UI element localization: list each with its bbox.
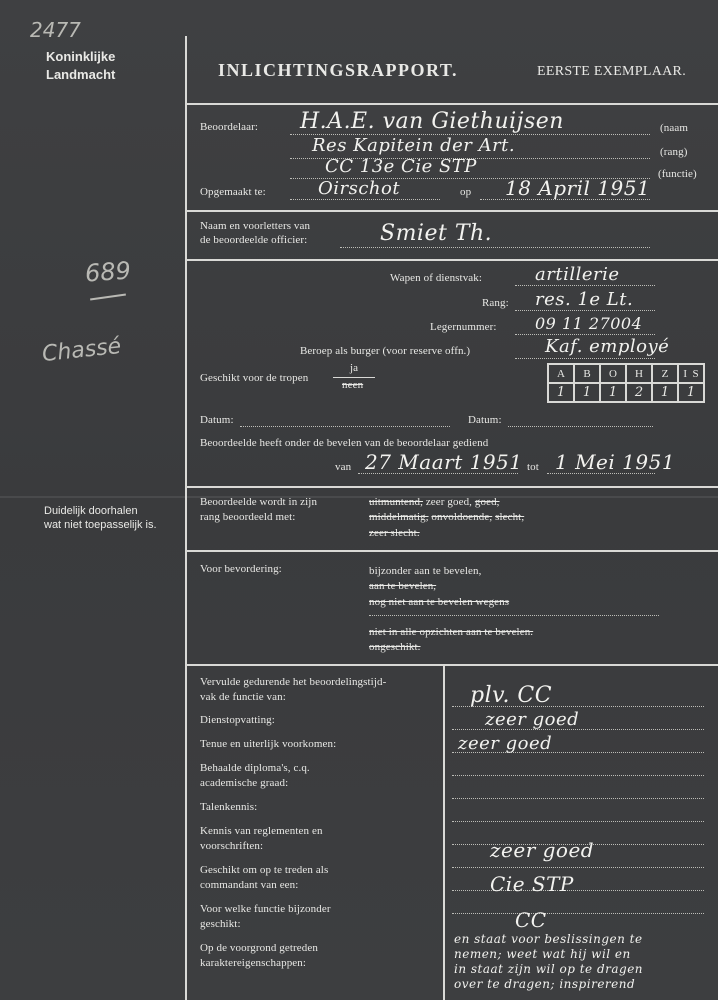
drawn-up-label: Opgemaakt te: (200, 186, 266, 198)
answer-line-6 (452, 821, 704, 822)
to-date: 1 Mei 1951 (555, 450, 676, 474)
assessor-label: Beoordelaar: (200, 121, 259, 133)
abohzis-header-z: Z (652, 364, 678, 383)
branch-value: artillerie (535, 264, 620, 285)
drawn-up-date: 18 April 1951 (505, 176, 651, 200)
rating-opt-zeer-slecht: zeer slecht. (369, 527, 420, 539)
on-label: op (460, 186, 472, 198)
attitude-label: Dienstopvatting: (200, 714, 275, 726)
abohzis-header-b: B (574, 364, 600, 383)
assessor-function-suffix: (functie) (658, 168, 697, 180)
abohzis-grid (547, 363, 705, 403)
attitude-value: zeer goed (485, 709, 580, 730)
abohzis-value-b: 1 (574, 383, 600, 402)
assessor-name: H.A.E. van Giethuijsen (300, 109, 564, 134)
abohzis-value-o: 1 (600, 383, 626, 402)
date1-label: Datum: (200, 414, 234, 426)
promotion-opt-niet-in-alle: niet in alle opzichten aan te bevelen. (369, 626, 534, 638)
promotion-opt-aan-te-bevelen: aan te bevelen, (369, 580, 437, 592)
rating-options-line2 (369, 511, 524, 523)
army-number-line (515, 334, 655, 335)
traits-line3: in staat zijn wil op te dragen (454, 962, 644, 976)
date1-line (240, 426, 450, 427)
branch-line (515, 285, 655, 286)
org-line1: Koninklijke (46, 49, 116, 64)
answer-line-10 (452, 913, 704, 914)
fold-line (0, 496, 718, 498)
abohzis-value-is: 1 (678, 383, 704, 402)
civilian-label: Beroep als burger (voor reserve offn.) (300, 345, 471, 357)
place-line (290, 199, 440, 200)
details-column-rule (443, 666, 445, 1000)
assessor-rank: Res Kapitein der Art. (312, 135, 516, 156)
rating-opt-goed: goed, (474, 496, 500, 508)
traits-label-line2: karaktereigenschappen: (200, 957, 307, 969)
rule-header (185, 103, 718, 105)
traits-line4: over te dragen; inspirerend (454, 977, 636, 991)
army-number-label: Legernummer: (430, 321, 497, 333)
to-label: tot (527, 461, 539, 473)
abohzis-header-is (678, 364, 704, 383)
rating-opt-onvoldoende: onvoldoende, (431, 511, 493, 523)
answer-line-5 (452, 798, 704, 799)
civilian-line (515, 358, 655, 359)
abohzis-header-o: O (600, 364, 626, 383)
promotion-reason-line (369, 615, 659, 616)
civilian-value: Kaf. employé (545, 336, 670, 357)
languages-label: Talenkennis: (200, 801, 258, 813)
traits-line1: en staat voor beslissingen te (454, 932, 643, 946)
traits-label-line1: Op de voorgrond getreden (200, 942, 318, 954)
suited-label-line2: geschikt: (200, 918, 241, 930)
abohzis-header-s: S (692, 367, 699, 380)
appearance-value: zeer goed (458, 733, 553, 754)
rule-promotion (185, 664, 718, 666)
rule-assessor (185, 210, 718, 212)
suited-value: CC (515, 908, 547, 932)
officer-name: Smiet Th. (380, 221, 493, 246)
margin-instruction-line1: Duidelijk doorhalen (44, 505, 138, 517)
rating-opt-zeer-goed: zeer goed, (425, 496, 473, 508)
appearance-label: Tenue en uiterlijk voorkomen: (200, 738, 337, 750)
abohzis-header-h: H (626, 364, 652, 383)
officer-label-line2: de beoordeelde officier: (200, 234, 308, 246)
rating-opt-uitmuntend: uitmuntend, (369, 496, 423, 508)
answer-line-4 (452, 775, 704, 776)
assessor-function: CC 13e Cie STP (325, 156, 477, 177)
promotion-opt-ongeschikt: ongeschikt. (369, 641, 421, 653)
army-number-value: 09 11 27004 (535, 314, 643, 333)
date2-label: Datum: (468, 414, 502, 426)
commander-label-line2: commandant van een: (200, 879, 299, 891)
tropics-yes: ja (350, 362, 359, 374)
rule-rating (185, 550, 718, 552)
tropics-fraction-bar (333, 377, 375, 378)
from-label: van (335, 461, 352, 473)
commander-value: Cie STP (490, 872, 574, 896)
archive-number: 2477 (30, 18, 81, 42)
abohzis-value-a: 1 (548, 383, 574, 402)
diplomas-label-line1: Behaalde diploma's, c.q. (200, 762, 310, 774)
regulations-value: zeer goed (490, 838, 595, 862)
diplomas-label-line2: academische graad: (200, 777, 289, 789)
function-label-line2: vak de functie van: (200, 691, 286, 703)
abohzis-header-i: I (683, 367, 688, 380)
rating-opt-slecht: slecht, (495, 511, 525, 523)
rank-value: res. 1e Lt. (535, 289, 634, 310)
rank-label: Rang: (482, 297, 509, 309)
drawn-up-place: Oirschot (318, 178, 401, 199)
abohzis-value-h: 2 (626, 383, 652, 402)
branch-label: Wapen of dienstvak: (390, 272, 483, 284)
rule-service (185, 486, 718, 488)
margin-instruction-line2: wat niet toepasselijk is. (44, 519, 157, 531)
promotion-opt-bijzonder: bijzonder aan te bevelen, (369, 565, 482, 577)
assessor-rank-suffix: (rang) (660, 146, 688, 158)
margin-note: Chassé (40, 333, 123, 368)
regulations-label-line1: Kennis van reglementen en (200, 825, 323, 837)
function-label-line1: Vervulde gedurende het beoordelingstijd- (200, 676, 387, 688)
commander-label-line1: Geschikt om op te treden als (200, 864, 329, 876)
main-vertical-rule (185, 36, 187, 1000)
rank-line (515, 310, 655, 311)
margin-number: 689 (84, 256, 132, 288)
rating-options-line1 (369, 496, 500, 508)
tropics-label: Geschikt voor de tropen (200, 372, 309, 384)
answer-line-8 (452, 867, 704, 868)
rule-officer (185, 259, 718, 261)
rating-label-line1: Beoordeelde wordt in zijn (200, 496, 318, 508)
promotion-label: Voor bevordering: (200, 563, 282, 575)
rating-opt-middelmatig: middelmatig, (369, 511, 429, 523)
officer-label-line1: Naam en voorletters van (200, 220, 311, 232)
rating-label-line2: rang beoordeeld met: (200, 511, 296, 523)
abohzis-header-a: A (548, 364, 574, 383)
report-title: INLICHTINGSRAPPORT. (218, 60, 459, 80)
traits-line2: nemen; weet wat hij wil en (454, 947, 631, 961)
copy-label: EERSTE EXEMPLAAR. (537, 64, 686, 79)
officer-name-line (340, 247, 650, 248)
promotion-opt-nog-niet: nog niet aan te bevelen wegens (369, 596, 510, 608)
suited-label-line1: Voor welke functie bijzonder (200, 903, 331, 915)
from-date: 27 Maart 1951 (365, 450, 523, 474)
tropics-no: neen (342, 379, 364, 391)
org-line2: Landmacht (46, 67, 116, 82)
function-value: plv. CC (470, 683, 553, 708)
regulations-label-line2: voorschriften: (200, 840, 264, 852)
pencil-underline (90, 294, 126, 301)
assessor-name-suffix: (naam (660, 122, 688, 134)
served-label: Beoordeelde heeft onder de bevelen van de beoordelaar gediend (200, 437, 489, 449)
abohzis-value-z: 1 (652, 383, 678, 402)
date2-line (508, 426, 653, 427)
